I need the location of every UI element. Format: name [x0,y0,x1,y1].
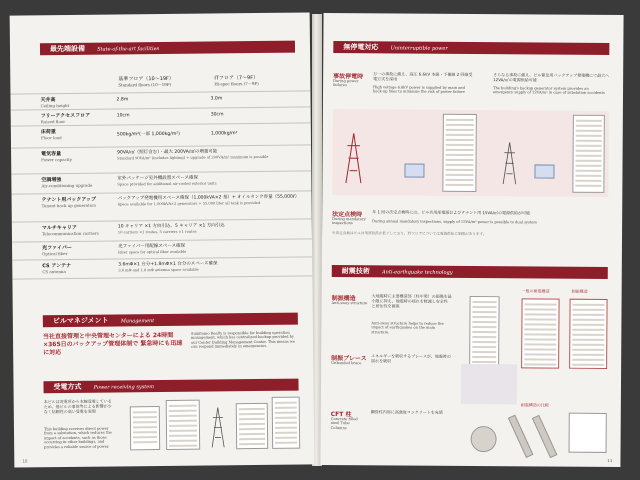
building-window [169,425,197,427]
building-window [472,341,496,343]
building-window [524,358,556,360]
backup-text-jp: さらなる事故に備え、ビル緊急用バックアップ発電機にて最大へ 12VA/㎡の電源供給可能 [493,72,610,83]
building-window [446,159,474,161]
building-window [446,154,474,156]
building-illustration [572,115,605,193]
power-tower-icon [498,142,520,184]
building-window [239,438,265,440]
table-row: 光ファイバー Optical fiber 光ファイバー用配線スペース確保 Riser space for optical fiber available [12,238,312,259]
table-row: CS アンテナ CS antenna 3.6mΦ×1 台分+1.8mΦ×1 台分のスペース確保 3.6 mΦ and 1.8 mΦ antenna space available [12,256,312,279]
building-window [445,169,473,171]
page-number: 11 [607,457,613,463]
section-header-power: 受電方式 Power receiving system [43,379,298,394]
section-header-management: ビルマネジメント Management [43,313,298,328]
building-window [239,418,265,420]
section-title-en: State-of-the-art facilities [97,46,160,53]
seismic-title: 制振構造 [331,295,356,303]
building-window [572,334,604,336]
building-window [576,165,602,167]
building-window [576,130,602,132]
transformer-icon [404,164,424,178]
seismic-en: Anti-sway structure [331,301,368,306]
building-illustration [166,400,201,450]
building-window [576,135,602,137]
building-window [133,416,157,418]
building-window [133,441,157,443]
building-window [445,179,473,181]
building-window [576,160,602,162]
building-window [445,174,473,176]
table-row: フリーアクセスフロア Raised floor 10cm 30cm [11,106,311,125]
building-window [572,364,604,366]
page-number: 10 [22,458,28,464]
building-window [572,324,604,326]
table-row: 天井高 Ceiling height 2.8m 3.0m [10,90,310,109]
building-window [446,134,474,136]
building-window [472,361,496,363]
building-window [239,433,265,435]
cft-en: Concrete filled steel Tube Columns [330,417,358,430]
brace-title: 制振ブレース [331,355,367,363]
building-window [524,323,556,325]
building-window [239,428,265,430]
building-window [169,420,197,422]
building-window [472,336,496,338]
building-window [133,436,157,438]
brace-diagram [461,364,517,404]
building-window [446,139,474,141]
building-window [524,313,556,315]
section-header-facilities [40,41,295,56]
building-window [169,430,197,432]
building-window [275,432,297,434]
cft-column-icon [471,426,497,452]
building-window [169,410,197,412]
management-lead: 当社直接管理と中央管理センターによる 24時間×365日のバックアップ管理体制で 緊急時にも迅速に対応 [42,331,183,357]
blackout-text-jp: 万一の事故に備え、高圧 6.6kV 本線・予備線 2 回線受電方式を採用 [373,71,473,82]
sway-structure-label: 制振構造 [571,288,588,294]
building-window [575,175,601,177]
power-text-en: This building receives direct power from a substation, which reduces the impact of accidents, such as those occurring in other buildings, and provides a reliable source of power. [43,426,112,449]
seismic-text-jp: 大地震時に主要構造部（柱や梁）の損傷を最小限に抑え、地震時の揺れを軽減し安全性と居住性を確保 [371,293,452,309]
building-window [133,411,157,413]
building-window [572,344,604,346]
building-window [446,124,474,126]
building-window [575,180,601,182]
col-header-hispec: ITフロア（7～9F） Hi-spec floors (7～9F) [214,74,259,87]
blackout-title: 事故停電時 [333,73,364,81]
power-text-jp: 本ビルは変電所から本線受電しているため、他ビルの事故等による影響が少なく信頼性の高い受電を実現 [43,398,112,415]
building-window [572,329,604,331]
building-window [239,423,265,425]
building-window [573,309,605,311]
building-window [572,314,604,316]
building-window [239,443,265,445]
building-window [275,402,297,404]
building-window [275,412,297,414]
power-tower-icon [342,133,364,183]
building-window [524,328,556,330]
transformer-icon [534,164,554,178]
building-window [524,353,556,355]
building-window [275,417,297,419]
blackout-text-en: High voltage 6.6kV power is supplied by main and back-up lines to minimize the risk of power failure [373,85,465,95]
building-window [576,145,602,147]
building-window [472,356,496,358]
building-illustration [236,403,268,449]
inspection-text-jp: 年 1 回の法定点検時には、ビル共用部電源およびテナント用 15VA/㎡の電源供給が可能 [372,209,531,216]
table-row: 空調増強 Air-conditioning upgrade 室外パッケージ室外機設置スペース確保 Space provided for additional air-cooled exterior units [11,170,311,193]
brace-text-jp: エネルギーを吸収するブレースが、地震時の揺れを吸収 [371,353,451,364]
cft-title: CFT 柱 [330,411,352,419]
building-window [446,144,474,146]
building-window [473,301,497,303]
building-illustration [442,114,477,192]
inspection-note: ※法定点検はビル共用部負荷が低下しており、ITフロアについては電源供給に制限があります。 [332,231,487,237]
table-row: 電気容量 Power capacity 90VA/㎡（照灯含む）・最大 200VA/㎡の増量可能 Standard 90VA/m² (includes lighting) + upgrade of 200VA/m² maximum is possible [11,144,311,173]
building-window [573,304,605,306]
building-window [524,338,556,340]
building-window [472,316,496,318]
inspection-text-en: During annual mandatory inspections, supply of 15VA/m² power is possible to dual system [372,219,537,225]
inspection-en: During mandatory inspections [332,217,366,226]
building-window [473,306,497,308]
table-row: マルチキャリア Telecommunication carriers 10 キャリア ×1 方向引込、5 キャリア ×1 方向引込 10 carriers ×1 routes, 5 carriers ×1 routes [12,218,312,241]
building-window [524,363,556,365]
building-window [239,408,265,410]
table-row: テナント用バックアップ Tenant back up generators バックアップ発電機用スペース確保（1,000kVA×2 基）+ オイルタンク容量（55,000ℓ） Space available for 1,000kVA×2 generators + 55,000 liter oil tank is provided [12,190,312,221]
building-window [169,405,197,407]
building-window [576,125,602,127]
building-window [576,140,602,142]
right-page [320,13,623,467]
building-window [524,348,556,350]
building-window [576,155,602,157]
building-window [524,318,556,320]
building-window [572,339,604,341]
building-window [133,431,157,433]
building-window [572,349,604,351]
power-tower-icon [210,407,226,447]
building-window [575,170,601,172]
building-window [524,343,556,345]
building-window [445,184,473,186]
building-window [525,308,557,310]
building-window [275,442,297,444]
building-window [576,120,602,122]
building-window [169,415,197,417]
seismic-text-en: Anti-sway structure helps to reduce the impact of earthquakes on the main structure. [371,321,444,335]
building-window [576,150,602,152]
building-window [524,333,556,335]
building-illustration [130,406,160,450]
inspection-title: 法定点検時 [332,211,363,219]
building-window [275,427,297,429]
building-window [275,437,297,439]
management-en: Sumitomo Realty is responsible for building operation management, which has centralized backup provided by our Center Building Management Center. This means we can respond immediately in emergencies. [190,330,296,349]
section-title-jp: 最先端設備 [49,44,86,54]
col-header-standard: 基準フロア（10～19F） Standard floors (10～19F) [118,75,174,88]
building-window [446,119,474,121]
building-window [472,331,496,333]
building-window [169,445,197,447]
building-window [572,319,604,321]
building-window [472,311,496,313]
left-page [10,12,315,467]
building-illustration [521,298,559,368]
building-window [572,359,604,361]
building-window [525,303,557,305]
normal-structure-label: 一般の耐震構造 [521,288,550,294]
cft-text-jp: 鋼管柱内部に高強度コンクリートを充填 [370,409,443,415]
building-window [472,321,496,323]
building-window [239,413,265,415]
backup-text-en: The building's backup generator system provides an emergency supply of 12VA/m² in case of substation accidents [493,86,605,96]
cft-column-icon [532,415,558,458]
brace-en: Unbonded brace [331,361,362,366]
building-window [472,326,496,328]
building-window [446,149,474,151]
building-illustration [569,299,607,369]
building-window [133,426,157,428]
building-window [575,185,601,187]
building-window [446,164,474,166]
building-window [169,440,197,442]
building-window [472,351,496,353]
building-window [446,129,474,131]
building-window [133,421,157,423]
building-window [275,407,297,409]
building-window [169,435,197,437]
building-window [472,346,496,348]
compare-label: 耐震構造の比較 [520,402,549,408]
structure-diagram [569,413,607,453]
building-window [275,422,297,424]
building-window [572,354,604,356]
section-header-seismic: 耐震技術 Anti-earthquake technology [332,265,608,279]
blackout-en: During power failures [333,79,359,88]
cft-column-icon [508,415,534,458]
building-illustration [272,397,301,449]
table-row: 床荷重 Floor load 500kg/m²(一部 1,000kg/m²) 1,000kg/m² [11,122,311,147]
section-header-uninterruptible: 無停電対応 Uninterruptible power [333,41,609,55]
